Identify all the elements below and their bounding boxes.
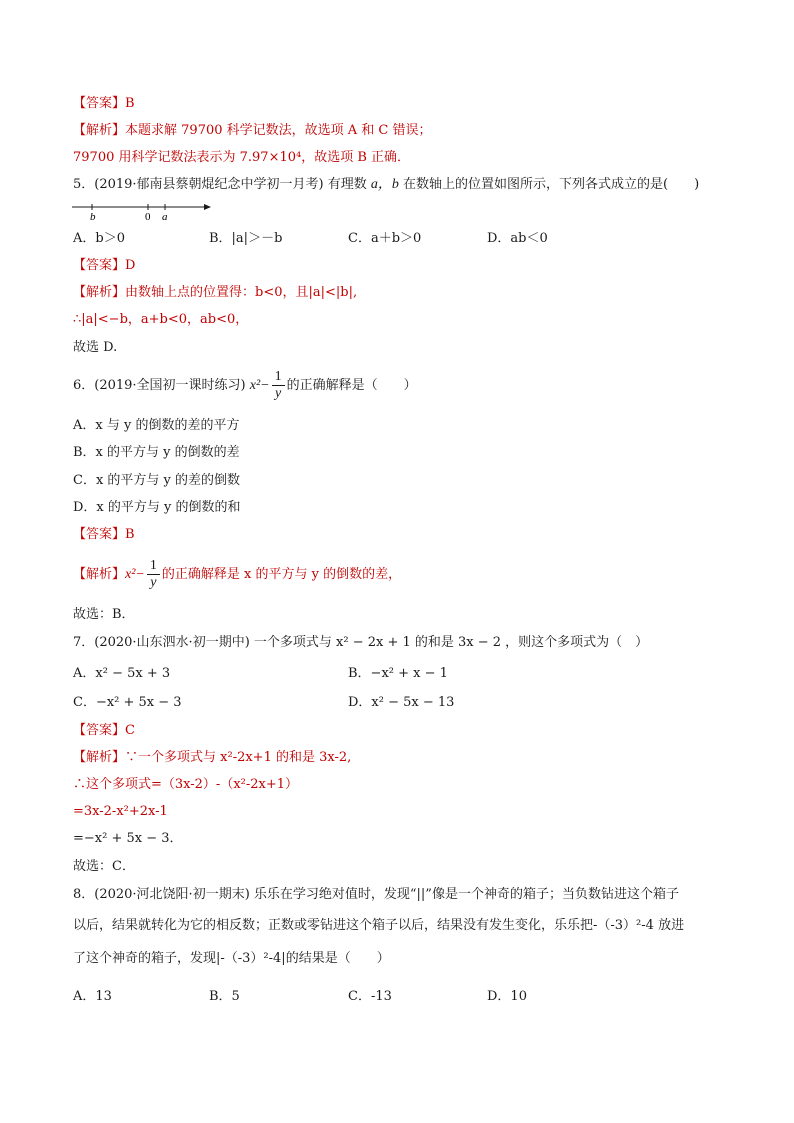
label-0: 0 [145, 211, 151, 223]
q8-option-b[interactable]: B．5 [209, 989, 240, 1004]
q7-option-c[interactable]: C．−x² + 5x − 3 [73, 695, 182, 710]
q4-analysis-2: 79700 用科学记数法表示为 7.97×10⁴，故选项 B 正确． [73, 150, 411, 165]
label-b: b [90, 211, 96, 223]
q7-option-b[interactable]: B．−x² + x − 1 [348, 666, 448, 681]
q6-stem [73, 366, 417, 406]
q8-stem-3: 了这个神奇的箱子，发现|-（-3）²-4|的结果是（ ） [73, 951, 390, 966]
q6-conclusion: 故选：B． [73, 607, 135, 622]
q6-frac-num: 1 [272, 369, 285, 386]
q5-stem-pre: 5．(2019·郁南县蔡朝焜纪念中学初一月考) 有理数 [73, 177, 371, 192]
q6-analysis-frac-num: 1 [147, 558, 160, 575]
q8-stem-1: 8．(2020·河北饶阳·初一期末) 乐乐在学习绝对值时，发现“||”像是一个神奇的箱子；当负数钻进这个箱子 [73, 887, 679, 902]
q7-option-a[interactable]: A．x² − 5x + 3 [73, 666, 171, 681]
q6-frac-den: y [275, 386, 282, 401]
q7-analysis-line-1 [73, 749, 351, 767]
q6-option-c[interactable]: C．x 的平方与 y 的差的倒数 [73, 473, 241, 488]
answer-tag: 【答案】 [73, 723, 126, 738]
q6-expr: x²− [249, 378, 270, 393]
q6-analysis-post: 的正确解释是 x 的平方与 y 的倒数的差， [161, 567, 402, 582]
q4-answer-line [73, 95, 135, 113]
answer-tag: 【答案】 [73, 96, 126, 111]
q5-analysis-1: 由数轴上点的位置得：b<0，且|a|<|b|, [125, 285, 358, 300]
q6-option-d[interactable]: D．x 的平方与 y 的倒数的和 [73, 500, 241, 515]
answer-tag: 【答案】 [73, 258, 126, 273]
q8-option-a[interactable]: A．13 [73, 989, 112, 1004]
q6-option-b[interactable]: B．x 的平方与 y 的倒数的差 [73, 445, 240, 460]
analysis-tag: 【解析】 [73, 285, 126, 300]
q6-fraction [272, 369, 285, 402]
q5-conclusion: 故选 D. [73, 340, 118, 355]
q6-answer: B [125, 527, 135, 542]
q7-analysis-4: =−x² + 5x − 3． [73, 831, 183, 846]
analysis-tag: 【解析】 [73, 567, 126, 582]
analysis-tag: 【解析】 [73, 750, 126, 765]
q6-analysis-line [73, 555, 401, 595]
q5-option-b[interactable]: B．|a|＞－b [209, 231, 283, 246]
q4-analysis-1: 本题求解 79700 科学记数法，故选项 A 和 C 错误； [125, 123, 432, 138]
label-a: a [162, 211, 168, 223]
q7-answer-line [73, 722, 135, 740]
q6-analysis-expr: x²− [125, 567, 145, 582]
q8-option-c[interactable]: C．-13 [348, 989, 392, 1004]
q5-answer-line [73, 257, 135, 275]
q6-analysis-fraction [147, 558, 160, 591]
q7-analysis-2: ∴这个多项式=（3x-2）-（x²-2x+1） [73, 777, 299, 792]
q5-option-c[interactable]: C．a＋b＞0 [348, 231, 422, 246]
q8-option-d[interactable]: D．10 [487, 989, 527, 1004]
q6-analysis-frac-den: y [150, 575, 157, 590]
q5-analysis-line-1 [73, 284, 357, 302]
q6-option-a[interactable]: A．x 与 y 的倒数的差的平方 [73, 418, 240, 433]
q5-stem-vars: a，b [370, 177, 399, 192]
q7-option-d[interactable]: D．x² − 5x − 13 [348, 695, 455, 710]
q7-analysis-3: =3x-2-x²+2x-1 [73, 804, 168, 819]
q5-stem [73, 176, 699, 194]
q6-stem-pre: 6．(2019·全国初一课时练习) [73, 378, 250, 393]
q5-option-d[interactable]: D．ab＜0 [487, 231, 548, 246]
q5-stem-post: 在数轴上的位置如图所示，下列各式成立的是( ) [398, 177, 700, 192]
q5-number-line [70, 198, 220, 224]
q6-stem-post: 的正确解释是（ ） [286, 378, 417, 393]
q4-analysis-line-1 [73, 122, 432, 140]
q7-analysis-1: ∵一个多项式与 x²-2x+1 的和是 3x-2, [125, 750, 352, 765]
q8-stem-2: 以后，结果就转化为它的相反数；正数或零钻进这个箱子以后，结果没有发生变化，乐乐把-（-3）²-4 放进 [73, 918, 685, 933]
number-line-arrow [204, 204, 211, 210]
q6-answer-line [73, 526, 135, 544]
q5-answer: D [125, 258, 136, 273]
q7-answer: C [125, 723, 135, 738]
analysis-tag: 【解析】 [73, 123, 126, 138]
q5-option-a[interactable]: A．b＞0 [73, 231, 125, 246]
q7-stem: 7．(2020·山东泗水·初一期中) 一个多项式与 x² − 2x + 1 的和是 3x − 2 ，则这个多项式为（ ） [73, 635, 649, 650]
answer-tag: 【答案】 [73, 527, 126, 542]
q7-conclusion: 故选：C． [73, 859, 135, 874]
q4-answer: B [125, 96, 135, 111]
q5-analysis-2: ∴|a|<−b，a+b<0，ab<0， [73, 312, 249, 327]
